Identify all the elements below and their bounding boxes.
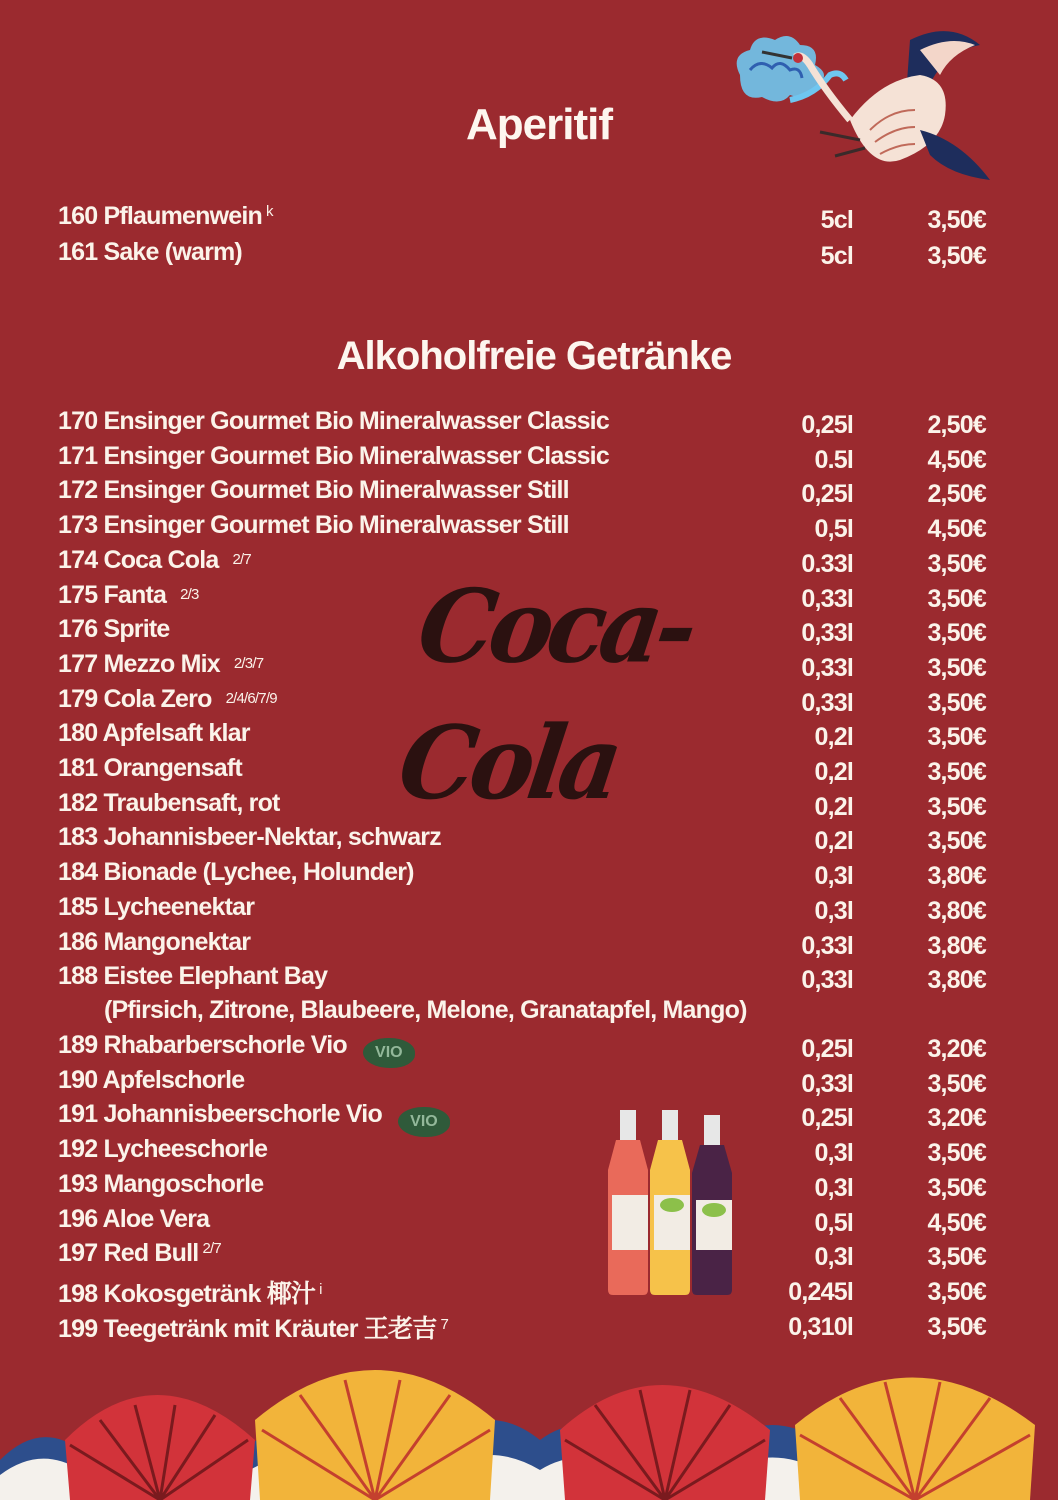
item-size: 0.5l	[814, 445, 853, 474]
menu-item	[58, 511, 998, 545]
item-price: 3,50€	[927, 1277, 986, 1306]
item-size: 0,33l	[801, 619, 853, 648]
menu-item	[58, 202, 998, 236]
item-name: 179 Cola Zero 2/4/6/7/9	[58, 684, 277, 713]
allergen-note: 2/3/7	[233, 654, 264, 672]
item-price: 3,20€	[927, 1035, 986, 1063]
menu-item	[58, 1031, 998, 1065]
item-size: 0,33l	[801, 688, 853, 717]
fan-red-right	[560, 1385, 770, 1500]
menu-item	[58, 1309, 998, 1343]
item-name: 192 Lycheeschorle	[58, 1135, 268, 1164]
menu-item	[58, 1205, 998, 1239]
item-size: 0,3l	[814, 896, 853, 925]
item-name: 176 Sprite	[58, 615, 170, 644]
item-name: 177 Mezzo Mix 2/3/7	[58, 649, 264, 678]
item-price: 3,50€	[927, 1139, 986, 1168]
item-size: 0,2l	[814, 758, 853, 786]
item-name: 198 Kokosgetränk 椰汁 $^i$	[58, 1279, 322, 1308]
item-name: 190 Apfelschorle	[58, 1065, 245, 1094]
vio-logo-icon: VIO	[398, 1107, 450, 1137]
item-price: 3,50€	[927, 242, 986, 270]
menu-item	[58, 893, 998, 927]
item-price: 4,50€	[927, 445, 986, 474]
allergen-note: 2/7	[232, 550, 251, 568]
item-price: 4,50€	[927, 1208, 986, 1237]
item-price: 3,50€	[927, 827, 986, 856]
item-name: 186 Mangonektar	[58, 927, 251, 956]
allergen-note: 2/7	[202, 1240, 221, 1258]
item-name: 180 Apfelsaft klar	[58, 719, 250, 748]
item-size: 0,2l	[814, 792, 853, 821]
allergen-note: i	[319, 1280, 322, 1298]
item-name: 193 Mangoschorle	[58, 1169, 264, 1198]
menu-item	[58, 476, 998, 510]
item-price: 3,50€	[927, 1243, 986, 1272]
bottle-red	[608, 1110, 648, 1295]
menu-item	[58, 685, 998, 719]
menu-item	[58, 546, 998, 580]
item-name: 189 Rhabarberschorle Vio VIO	[58, 1031, 415, 1068]
item-size: 0,2l	[814, 827, 853, 856]
item-price: 3,50€	[927, 206, 986, 234]
menu-item	[58, 407, 998, 441]
item-size: 0,33l	[801, 966, 853, 995]
menu-item	[58, 1170, 998, 1204]
fan-yellow-right	[795, 1378, 1035, 1500]
menu-item	[58, 1239, 998, 1273]
item-size: 0,25l	[801, 1104, 853, 1133]
item-size: 0,5l	[814, 515, 853, 544]
item-price: 3,50€	[927, 1312, 986, 1341]
item-price: 3,50€	[927, 1173, 986, 1202]
item-name: 184 Bionade (Lychee, Holunder)	[58, 858, 414, 887]
item-size: 0,25l	[801, 1035, 853, 1063]
item-name: 183 Johannisbeer-Nektar, schwarz	[58, 823, 441, 852]
menu-item	[58, 1066, 998, 1100]
item-size: 0,245l	[788, 1277, 853, 1306]
item-name: 199 Teegetränk mit Kräuter 王老吉 $^7$	[58, 1314, 448, 1343]
vio-bottles-image	[606, 1110, 746, 1295]
item-size: 0,310l	[788, 1312, 853, 1341]
item-size: 0,25l	[801, 480, 853, 509]
item-name: 182 Traubensaft, rot	[58, 788, 280, 817]
item-price: 3,50€	[927, 653, 986, 682]
item-name: 171 Ensinger Gourmet Bio Mineralwasser Classic	[58, 441, 609, 470]
menu-item	[58, 858, 998, 892]
item-size: 0,33l	[801, 653, 853, 682]
bottle-yellow	[650, 1110, 690, 1295]
allergen-note: 2/3	[180, 585, 199, 603]
item-price: 3,50€	[927, 688, 986, 717]
menu-item	[58, 1274, 998, 1308]
item-name: 197 Red Bull $^{2/7}$	[58, 1239, 221, 1268]
allergen-note: 7	[440, 1315, 448, 1333]
item-name: 185 Lycheenektar	[58, 892, 255, 921]
item-size: 0,5l	[814, 1208, 853, 1237]
item-size: 0,3l	[814, 1173, 853, 1202]
section-title-aperitif: Aperitif	[466, 100, 612, 149]
item-size: 0,33l	[801, 1069, 853, 1098]
item-size: 0.33l	[801, 549, 853, 578]
item-name: 174 Coca Cola 2/7	[58, 545, 251, 574]
item-name: 175 Fanta 2/3	[58, 580, 199, 609]
menu-item	[58, 442, 998, 476]
menu-item	[58, 1100, 998, 1134]
item-size: 5cl	[820, 242, 853, 270]
bottle-purple	[692, 1115, 732, 1295]
item-price: 2,50€	[927, 411, 986, 439]
item-name: 161 Sake (warm)	[58, 238, 242, 266]
item-price: 3,80€	[927, 966, 986, 995]
menu-item	[58, 928, 998, 962]
fan-red-left	[65, 1395, 255, 1500]
item-size: 0,3l	[814, 1139, 853, 1168]
item-price: 3,50€	[927, 584, 986, 613]
item-price: 3,80€	[927, 896, 986, 925]
menu-item	[58, 754, 998, 788]
allergen-note: k	[265, 203, 273, 220]
item-name: 188 Eistee Elephant Bay	[58, 962, 328, 991]
item-size: 0,25l	[801, 411, 853, 439]
item-price: 3,50€	[927, 792, 986, 821]
item-size: 0,33l	[801, 931, 853, 960]
menu-item	[58, 650, 998, 684]
item-name: 170 Ensinger Gourmet Bio Mineralwasser Classic	[58, 407, 609, 435]
menu-item	[58, 962, 998, 996]
item-size: 0,3l	[814, 862, 853, 891]
item-price: 2,50€	[927, 480, 986, 509]
item-size: 5cl	[820, 206, 853, 234]
item-name: 191 Johannisbeerschorle Vio VIO	[58, 1100, 450, 1137]
menu-item	[58, 719, 998, 753]
item-size: 0,2l	[814, 723, 853, 752]
item-price: 3,50€	[927, 549, 986, 578]
item-price: 4,50€	[927, 515, 986, 544]
fan-yellow-left	[255, 1370, 495, 1500]
item-name: 196 Aloe Vera	[58, 1204, 210, 1233]
item-price: 3,20€	[927, 1104, 986, 1133]
menu-item	[58, 1135, 998, 1169]
menu-item	[58, 615, 998, 649]
item-price: 3,50€	[927, 619, 986, 648]
allergen-note: 2/4/6/7/9	[225, 689, 277, 707]
coca-cola-logo: Coca-Cola	[392, 566, 699, 823]
item-price: 3,80€	[927, 931, 986, 960]
item-name: 181 Orangensaft	[58, 754, 242, 782]
menu-item	[58, 823, 998, 857]
eistee-flavors: (Pfirsich, Zitrone, Blaubeere, Melone, Granatapfel, Mango)	[104, 996, 747, 1024]
vio-logo-icon: VIO	[363, 1038, 415, 1068]
item-price: 3,80€	[927, 862, 986, 891]
item-price: 3,50€	[927, 1069, 986, 1098]
item-name: 160 Pflaumenwein $^k$	[58, 202, 273, 230]
item-price: 3,50€	[927, 723, 986, 752]
menu-item	[58, 789, 998, 823]
item-size: 0,33l	[801, 584, 853, 613]
item-name: 172 Ensinger Gourmet Bio Mineralwasser Still	[58, 476, 569, 505]
item-price: 3,50€	[927, 758, 986, 786]
menu-item	[58, 581, 998, 615]
menu-item	[58, 238, 998, 272]
fans-waves-border	[0, 1360, 1058, 1500]
section-title-alkoholfrei: Alkoholfreie Getränke	[336, 334, 732, 378]
item-name: 173 Ensinger Gourmet Bio Mineralwasser Still	[58, 511, 569, 540]
item-size: 0,3l	[814, 1243, 853, 1272]
